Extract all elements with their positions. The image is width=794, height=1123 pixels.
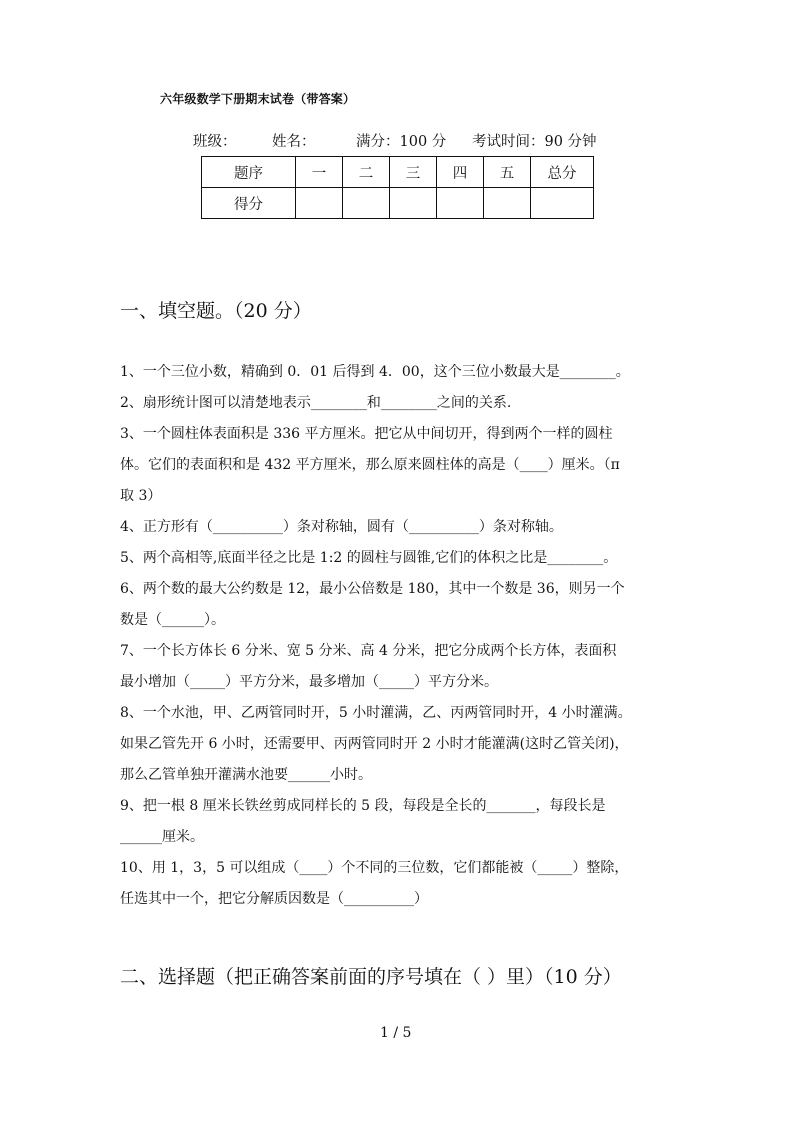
question-line: 3、一个圆柱体表面积是 336 平方厘米。把它从中间切开，得到两个一样的圆柱	[120, 426, 613, 442]
question-line: 7、一个长方体长 6 分米、宽 5 分米、高 4 分米，把它分成两个长方体，表面积	[120, 643, 617, 659]
score-table-header-cell: 五	[484, 157, 531, 188]
question-line: 8、一个水池，甲、乙两管同时开，5 小时灌满，乙、丙两管同时开，4 小时灌满。	[120, 705, 632, 721]
question-line: 2、扇形统计图可以清楚地表示________和________之间的关系.	[120, 395, 512, 411]
question-line: 任选其中一个，把它分解质因数是（__________）	[120, 891, 428, 907]
question-line: 10、用 1，3，5 可以组成（____）个不同的三位数，它们都能被（_____）整除，	[120, 860, 629, 876]
score-cell[interactable]	[437, 188, 484, 219]
exam-time-label: 考试时间：90 分钟	[472, 134, 597, 150]
question-line: 5、两个高相等,底面半径之比是 1:2 的圆柱与圆锥,它们的体积之比是________。	[120, 550, 618, 566]
question-line: ______厘米。	[120, 829, 204, 845]
score-cell[interactable]	[343, 188, 390, 219]
page-title: 六年级数学下册期末试卷（带答案）	[160, 92, 356, 106]
question-line: 数是（______）。	[120, 612, 225, 628]
score-table-header-cell: 一	[296, 157, 343, 188]
question-line: 取 3）	[120, 488, 162, 504]
score-table-header-cell: 三	[390, 157, 437, 188]
question-line: 6、两个数的最大公约数是 12，最小公倍数是 180，其中一个数是 36，则另一个	[120, 581, 625, 597]
score-cell[interactable]	[484, 188, 531, 219]
full-score-label: 满分：100 分	[356, 134, 447, 150]
score-table	[201, 156, 594, 219]
score-table-header-row	[202, 157, 594, 188]
question-line: 4、正方形有（__________）条对称轴，圆有（__________）条对称轴。	[120, 519, 563, 535]
question-line: 体。它们的表面积和是 432 平方厘米，那么原来圆柱体的高是（____）厘米。（π	[120, 457, 620, 473]
score-table-header-cell: 题序	[202, 157, 296, 188]
question-line: 最小增加（_____）平方分米，最多增加（_____）平方分米。	[120, 674, 498, 690]
question-line: 那么乙管单独开灌满水池要______小时。	[120, 767, 372, 783]
score-table-score-row	[202, 188, 594, 219]
page-number: 1 / 5	[380, 1025, 412, 1041]
score-table-header-cell: 总分	[531, 157, 594, 188]
question-line: 1、一个三位小数，精确到 0．01 后得到 4．00，这个三位小数最大是________。	[120, 364, 630, 380]
section-2-title: 二、选择题（把正确答案前面的序号填在（ ）里）（10 分）	[120, 966, 622, 988]
section-1-title: 一、填空题。（20 分）	[120, 300, 312, 322]
score-table-header-cell: 二	[343, 157, 390, 188]
name-label: 姓名：	[272, 134, 316, 150]
question-line: 如果乙管先开 6 小时，还需要甲、丙两管同时开 2 小时才能灌满(这时乙管关闭)，	[120, 736, 629, 752]
score-table-header-cell: 四	[437, 157, 484, 188]
class-label: 班级：	[193, 134, 237, 150]
question-line: 9、把一根 8 厘米长铁丝剪成同样长的 5 段，每段是全长的_______，每段长是	[120, 798, 606, 814]
score-cell[interactable]	[390, 188, 437, 219]
score-row-label: 得分	[202, 188, 296, 219]
score-cell[interactable]	[531, 188, 594, 219]
score-cell[interactable]	[296, 188, 343, 219]
